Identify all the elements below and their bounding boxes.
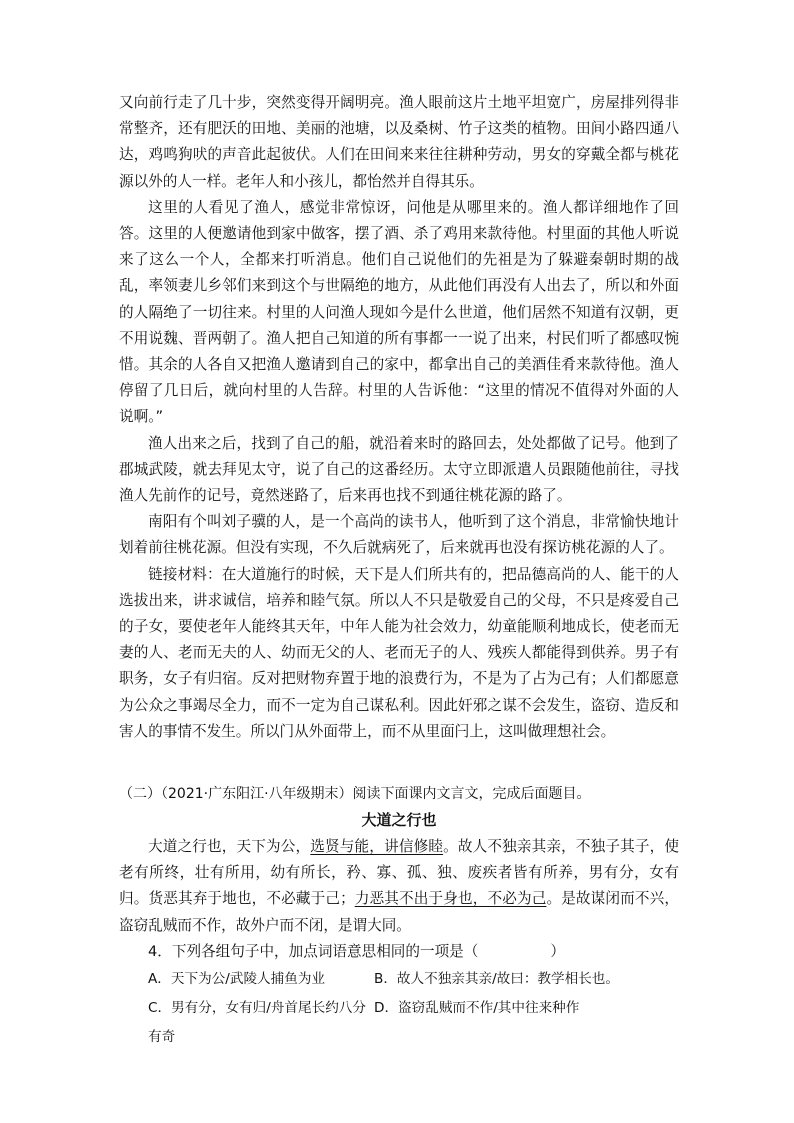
classical-text-part-3: 。是故谋闭而不兴，盗窃乱贼而不作，故外户而不闭，是谓大同。 [119, 890, 679, 934]
question-stem-text: 4．下列各组句子中，加点词语意思相同的一项是（ [148, 942, 479, 960]
option-d[interactable]: D．盗窃乱贼而不作/其中往来种作 [374, 1000, 580, 1017]
section-gap [119, 745, 679, 781]
passage-title: 大道之行也 [361, 811, 437, 830]
classical-text-part-2: 。故人不独亲其亲，不独子其子，使老有所终，壮有所用，幼有所长，矜、寡、孤、独、废疾者皆有所养，男有分，女有归。货恶其弃于地也，不必藏于己； [119, 838, 679, 908]
option-c[interactable]: C．男有分，女有归/舟首尾长约八分有奇 [148, 1000, 366, 1046]
classical-text-part-1: 大道之行也，天下为公， [148, 838, 311, 856]
link-material-paragraph: 链接材料：在大道施行的时候，天下是人们所共有的，把品德高尚的人、能干的人选拔出来，讲求诚信，培养和睦气氛。所以人不只是敬爱自己的父母，不只是疼爱自己的子女，要使老年人能终其天年，中年人能为社会效力，幼童能顺利地成长，使老而无妻的人、老而无夫的人、幼而无父的人、老而无子的人、残疾人都能得到供养。男子有职务，女子有归宿。反对把财物弃置于地的浪费行为，不是为了占为己有；人们都愿意为公众之事竭尽全力，而不一定为自己谋私利。因此奸邪之谋不会发生，盗窃、造反和害人的事情不发生。所以门从外面带上，而不从里面闩上，这叫做理想社会。 [119, 565, 679, 740]
translation-paragraph-1: 又向前行走了几十步，突然变得开阔明亮。渔人眼前这片土地平坦宽广，房屋排列得非常整齐，还有肥沃的田地、美丽的池塘，以及桑树、竹子这类的植物。田间小路四通八达，鸡鸣狗吠的声音此起彼伏。人们在田间来来往往耕种劳动，男女的穿戴全都与桃花源以外的人一样。老年人和小孩儿，都怡然并自得其乐。 [119, 94, 679, 190]
underlined-phrase-1: 选贤与能，讲信修睦 [310, 838, 444, 856]
translation-paragraph-2: 这里的人看见了渔人，感觉非常惊讶，问他是从哪里来的。渔人都详细地作了回答。这里的人便邀请他到家中做客，摆了酒、杀了鸡用来款待他。村里面的其他人听说来了这么一个人，全都来打听消息。他们自己说他们的先祖是为了躲避秦朝时期的战乱，率领妻儿乡邻们来到这个与世隔绝的地方，从此他们再没有人出去了，所以和外面的人隔绝了一切往来。村里的人问渔人现如今是什么世道，他们居然不知道有汉朝，更不用说魏、晋两朝了。渔人把自己知道的所有事都一一说了出来，村民们听了都感叹惋惜。其余的人各自又把渔人邀请到自己的家中，都拿出自己的美酒佳肴来款待他。渔人停留了几日后，就向村里的人告辞。村里的人告诉他：“这里的情况不值得对外面的人说啊。” [119, 198, 679, 426]
translation-paragraph-3: 渔人出来之后，找到了自己的船，就沿着来时的路回去，处处都做了记号。他到了郡城武陵，就去拜见太守，说了自己的这番经历。太守立即派遣人员跟随他前往，寻找渔人先前作的记号，竟然迷路了，后来再也找不到通往桃花源的路了。 [119, 434, 679, 505]
section-heading: （二）（2021·广东阳江·八年级期末）阅读下面课内文言文，完成后面题目。 [119, 786, 591, 803]
options-row-2 [119, 994, 679, 1052]
option-a[interactable]: A．天下为公/武陵人捕鱼为业 [148, 971, 326, 988]
option-b[interactable]: B．故人不独亲其亲/故曰：教学相长也。 [374, 971, 619, 988]
question-stem-close: ） [550, 942, 565, 960]
options-row-1 [119, 965, 679, 994]
classical-text [119, 834, 679, 939]
underlined-phrase-2: 力恶其不出于身也，不必为己 [354, 890, 547, 908]
question-stem [119, 939, 679, 965]
document-page [119, 90, 679, 1052]
translation-paragraph-4: 南阳有个叫刘子骥的人，是一个高尚的读书人，他听到了这个消息，非常愉快地计划着前往桃花源。但没有实现，不久后就病死了，后来就再也没有探访桃花源的人了。 [119, 513, 679, 557]
